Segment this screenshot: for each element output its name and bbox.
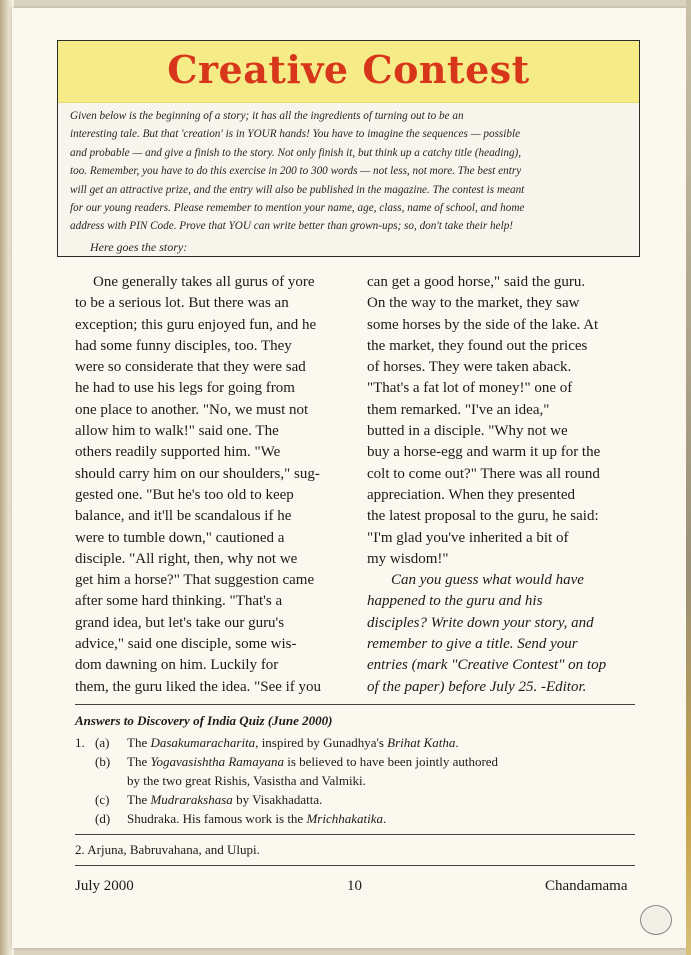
story-line: disciple. "All right, then, why not we <box>75 550 298 567</box>
story-line: butted in a disciple. "Why not we <box>367 423 568 440</box>
title-band <box>58 41 639 103</box>
story-line: were so considerate that they were sad <box>75 359 306 376</box>
answer-letter: (a) <box>95 735 110 750</box>
story-line: them, the guru liked the idea. "See if you <box>75 678 322 695</box>
answer-text: The Dasakumaracharita, inspired by Gunadhya's Brihat Katha. <box>127 735 459 750</box>
story-line: some horses by the side of the lake. At <box>367 316 599 333</box>
answer-text: The Yogavasishtha Ramayana is believed to have been jointly authored <box>127 754 499 769</box>
story-line: appreciation. When they presented <box>367 486 575 503</box>
story-line: One generally takes all gurus of yore <box>93 274 315 290</box>
quiz-answers <box>75 713 635 828</box>
story-line: had some funny disciples, too. They <box>75 337 292 354</box>
magazine-name: Chandamama <box>545 878 628 894</box>
story-line: gested one. "But he's too old to keep <box>75 486 294 503</box>
editor-note-line: Can you guess what would have <box>391 572 584 589</box>
answer-row <box>75 809 635 828</box>
editor-note-line: happened to the guru and his <box>367 593 543 610</box>
page-edge <box>686 0 691 955</box>
intro-line: will get an attractive prize, and the entry will also be published in the magazine. The contest is meant <box>70 183 525 196</box>
story-line: should carry him on our shoulders," sug- <box>75 465 320 482</box>
story-line: after some hard thinking. "That's a <box>75 593 283 610</box>
contest-intro <box>70 107 631 236</box>
answer-letter: (c) <box>95 792 110 807</box>
story-line: were to tumble down," cautioned a <box>75 529 285 546</box>
editor-note-line: remember to give a title. Send your <box>367 636 578 653</box>
intro-line: interesting tale. But that 'creation' is in YOUR hands! You have to imagine the sequences — possible <box>70 128 521 141</box>
story-line: he had to use his legs for going from <box>75 380 295 397</box>
intro-line: too. Remember, you have to do this exercise in 200 to 300 words — not less, not more. The best entry <box>70 165 522 178</box>
editor-note-line: of the paper) before July 25. -Editor. <box>367 678 587 695</box>
divider-top <box>75 704 635 705</box>
answer-text: Shudraka. His famous work is the Mrichhakatika. <box>127 811 387 826</box>
story-line: can get a good horse," said the guru. <box>367 274 586 290</box>
footer-date: July 2000 <box>75 878 134 894</box>
story-line: to be a serious lot. But there was an <box>75 295 289 312</box>
story-line: "That's a fat lot of money!" one of <box>367 380 573 397</box>
answer-letter: (b) <box>95 754 111 769</box>
intro-line: and probable — and give a finish to the story. Not only finish it, but think up a catchy title (heading), <box>70 146 522 159</box>
answer-2: 2. Arjuna, Babruvahana, and Ulupi. <box>75 842 260 857</box>
answer-row <box>75 733 635 752</box>
story-line: advice," said one disciple, some wis- <box>75 636 297 653</box>
story-column-left <box>75 272 338 698</box>
answer-text: The Mudrarakshasa by Visakhadatta. <box>127 792 323 807</box>
story-line: On the way to the market, they saw <box>367 295 580 312</box>
answer-row <box>75 752 635 771</box>
answers-heading: Answers to Discovery of India Quiz (June 2000) <box>75 713 333 728</box>
story-line: colt to come out?" There was all round <box>367 465 600 482</box>
here-goes-label: Here goes the story: <box>90 240 188 254</box>
intro-line: for our young readers. Please remember to mention your name, age, class, name of school, and home <box>70 202 525 215</box>
page-number: 10 <box>347 878 362 894</box>
story-line: get him a horse?" That suggestion came <box>75 572 315 589</box>
contest-title: Creative Contest <box>167 47 530 92</box>
divider-middle <box>75 834 635 835</box>
editor-note-line: entries (mark "Creative Contest" on top <box>367 657 607 674</box>
answer-number: 1. <box>75 735 85 750</box>
story-line: "I'm glad you've inherited a bit of <box>367 529 569 546</box>
story-line: the market, they found out the prices <box>367 337 588 354</box>
story-line: one place to another. "No, we must not <box>75 401 309 418</box>
answer-letter: (d) <box>95 811 111 826</box>
story-line: others readily supported him. "We <box>75 444 281 461</box>
story-line: of horses. They were taken aback. <box>367 359 572 376</box>
story-line: exception; this guru enjoyed fun, and he <box>75 316 317 333</box>
answer-row <box>75 771 635 790</box>
story-line: dom dawning on him. Luckily for <box>75 657 279 674</box>
intro-line: Given below is the beginning of a story; it has all the ingredients of turning out to be an <box>70 110 464 122</box>
story-line: grand idea, but let's take our guru's <box>75 614 285 631</box>
contest-box <box>57 40 640 257</box>
story-column-right <box>367 272 632 698</box>
story-line: balance, and it'll be scandalous if he <box>75 508 292 525</box>
library-stamp-icon <box>640 905 672 935</box>
story-line: allow him to walk!" said one. The <box>75 423 279 440</box>
story-line: my wisdom!" <box>367 550 449 567</box>
answer-row <box>75 790 635 809</box>
story-line: buy a horse-egg and warm it up for the <box>367 444 601 461</box>
answer-text: by the two great Rishis, Vasistha and Valmiki. <box>127 773 366 788</box>
editor-note-line: disciples? Write down your story, and <box>367 614 594 631</box>
divider-bottom <box>75 865 635 866</box>
story-line: them remarked. "I've an idea," <box>367 401 550 418</box>
story-line: the latest proposal to the guru, he said: <box>367 508 599 525</box>
intro-line: address with PIN Code. Prove that YOU can write better than grown-ups; so, don't take their help! <box>70 220 514 233</box>
